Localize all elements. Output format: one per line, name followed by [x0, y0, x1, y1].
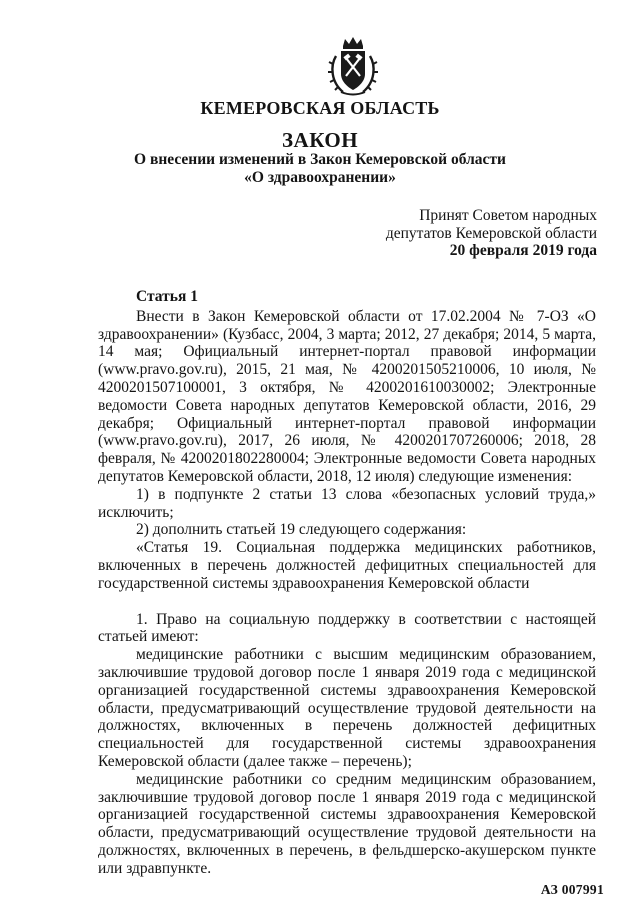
- document-title-line-1: О внесении изменений в Закон Кемеровской области: [134, 151, 506, 168]
- paragraph-amendment-intro: Внести в Закон Кемеровской области от 17.02.2004 № 7-ОЗ «О здравоохранении» (Кузбасс, 2004, 3 марта; 2012, 27 декабря; 2014, 5 марта, 14 мая; Официальный интернет-портал правовой информации (www.pravo.gov.ru), 2015, 21 мая, № 4200201505210006, 10 июля, № 4200201507100001, 3 октября, № 4200201610030002; Электронные ведомости Совета народных депутатов Кемеровской области, 2016, 29 декабря; Официальный интернет-портал правовой информации (www.pravo.gov.ru), 2017, 26 июля, № 4200201707260006; 2018, 28 февраля, № 4200201802280004; Электронные ведомости Совета народных депутатов Кемеровской области, 2018, 12 июля) следующие изменения:: [98, 307, 596, 485]
- document-title: [0, 151, 640, 187]
- serial-number: АЗ 007991: [540, 882, 604, 897]
- coat-of-arms-icon: [327, 36, 379, 98]
- paragraph-higher-education-workers: медицинские работники с высшим медицинским образованием, заключившие трудовой договор после 1 января 2019 года с медицинской организацией государственной системы здравоохранения Кемеровской области, предусматривающий осуществление трудовой деятельности на должностях, включенных в перечень должностей дефицитных специальностей для государственной системы здравоохранения Кемеровской области (далее также – перечень);: [98, 646, 596, 770]
- paragraph-secondary-education-workers: медицинские работники со средним медицинским образованием, заключившие трудовой договор после 1 января 2019 года с медицинской организацией государственной системы здравоохранения Кемеровской области, предусматривающий осуществление трудовой деятельности на должностях, включенных в перечень, в фельдшерско-акушерском пункте или здравпункте.: [98, 770, 596, 877]
- document-type: ЗАКОН: [281, 128, 359, 152]
- paragraph-amendment-1: 1) в подпункте 2 статьи 13 слова «безопасных условий труда,» исключить;: [98, 485, 596, 521]
- adoption-line-2: депутатов Кемеровской области: [385, 224, 597, 242]
- adoption-date: 20 февраля 2019 года: [449, 242, 597, 259]
- paragraph-clause-1: 1. Право на социальную поддержку в соответствии с настоящей статьей имеют:: [98, 610, 596, 646]
- paragraph-article-19-title: «Статья 19. Социальная поддержка медицинских работников, включенных в перечень должностей дефицитных специальностей для государственной системы здравоохранения Кемеровской области: [98, 539, 596, 592]
- paragraph-amendment-2: 2) дополнить статьей 19 следующего содержания:: [136, 521, 467, 539]
- document-title-line-2: «О здравоохранении»: [244, 169, 396, 186]
- region-heading: КЕМЕРОВСКАЯ ОБЛАСТЬ: [200, 98, 440, 118]
- article-body: [98, 288, 596, 878]
- adoption-block: [386, 207, 597, 260]
- adoption-line-1: Принят Советом народных: [419, 207, 597, 224]
- article-heading: Статья 1: [136, 288, 198, 305]
